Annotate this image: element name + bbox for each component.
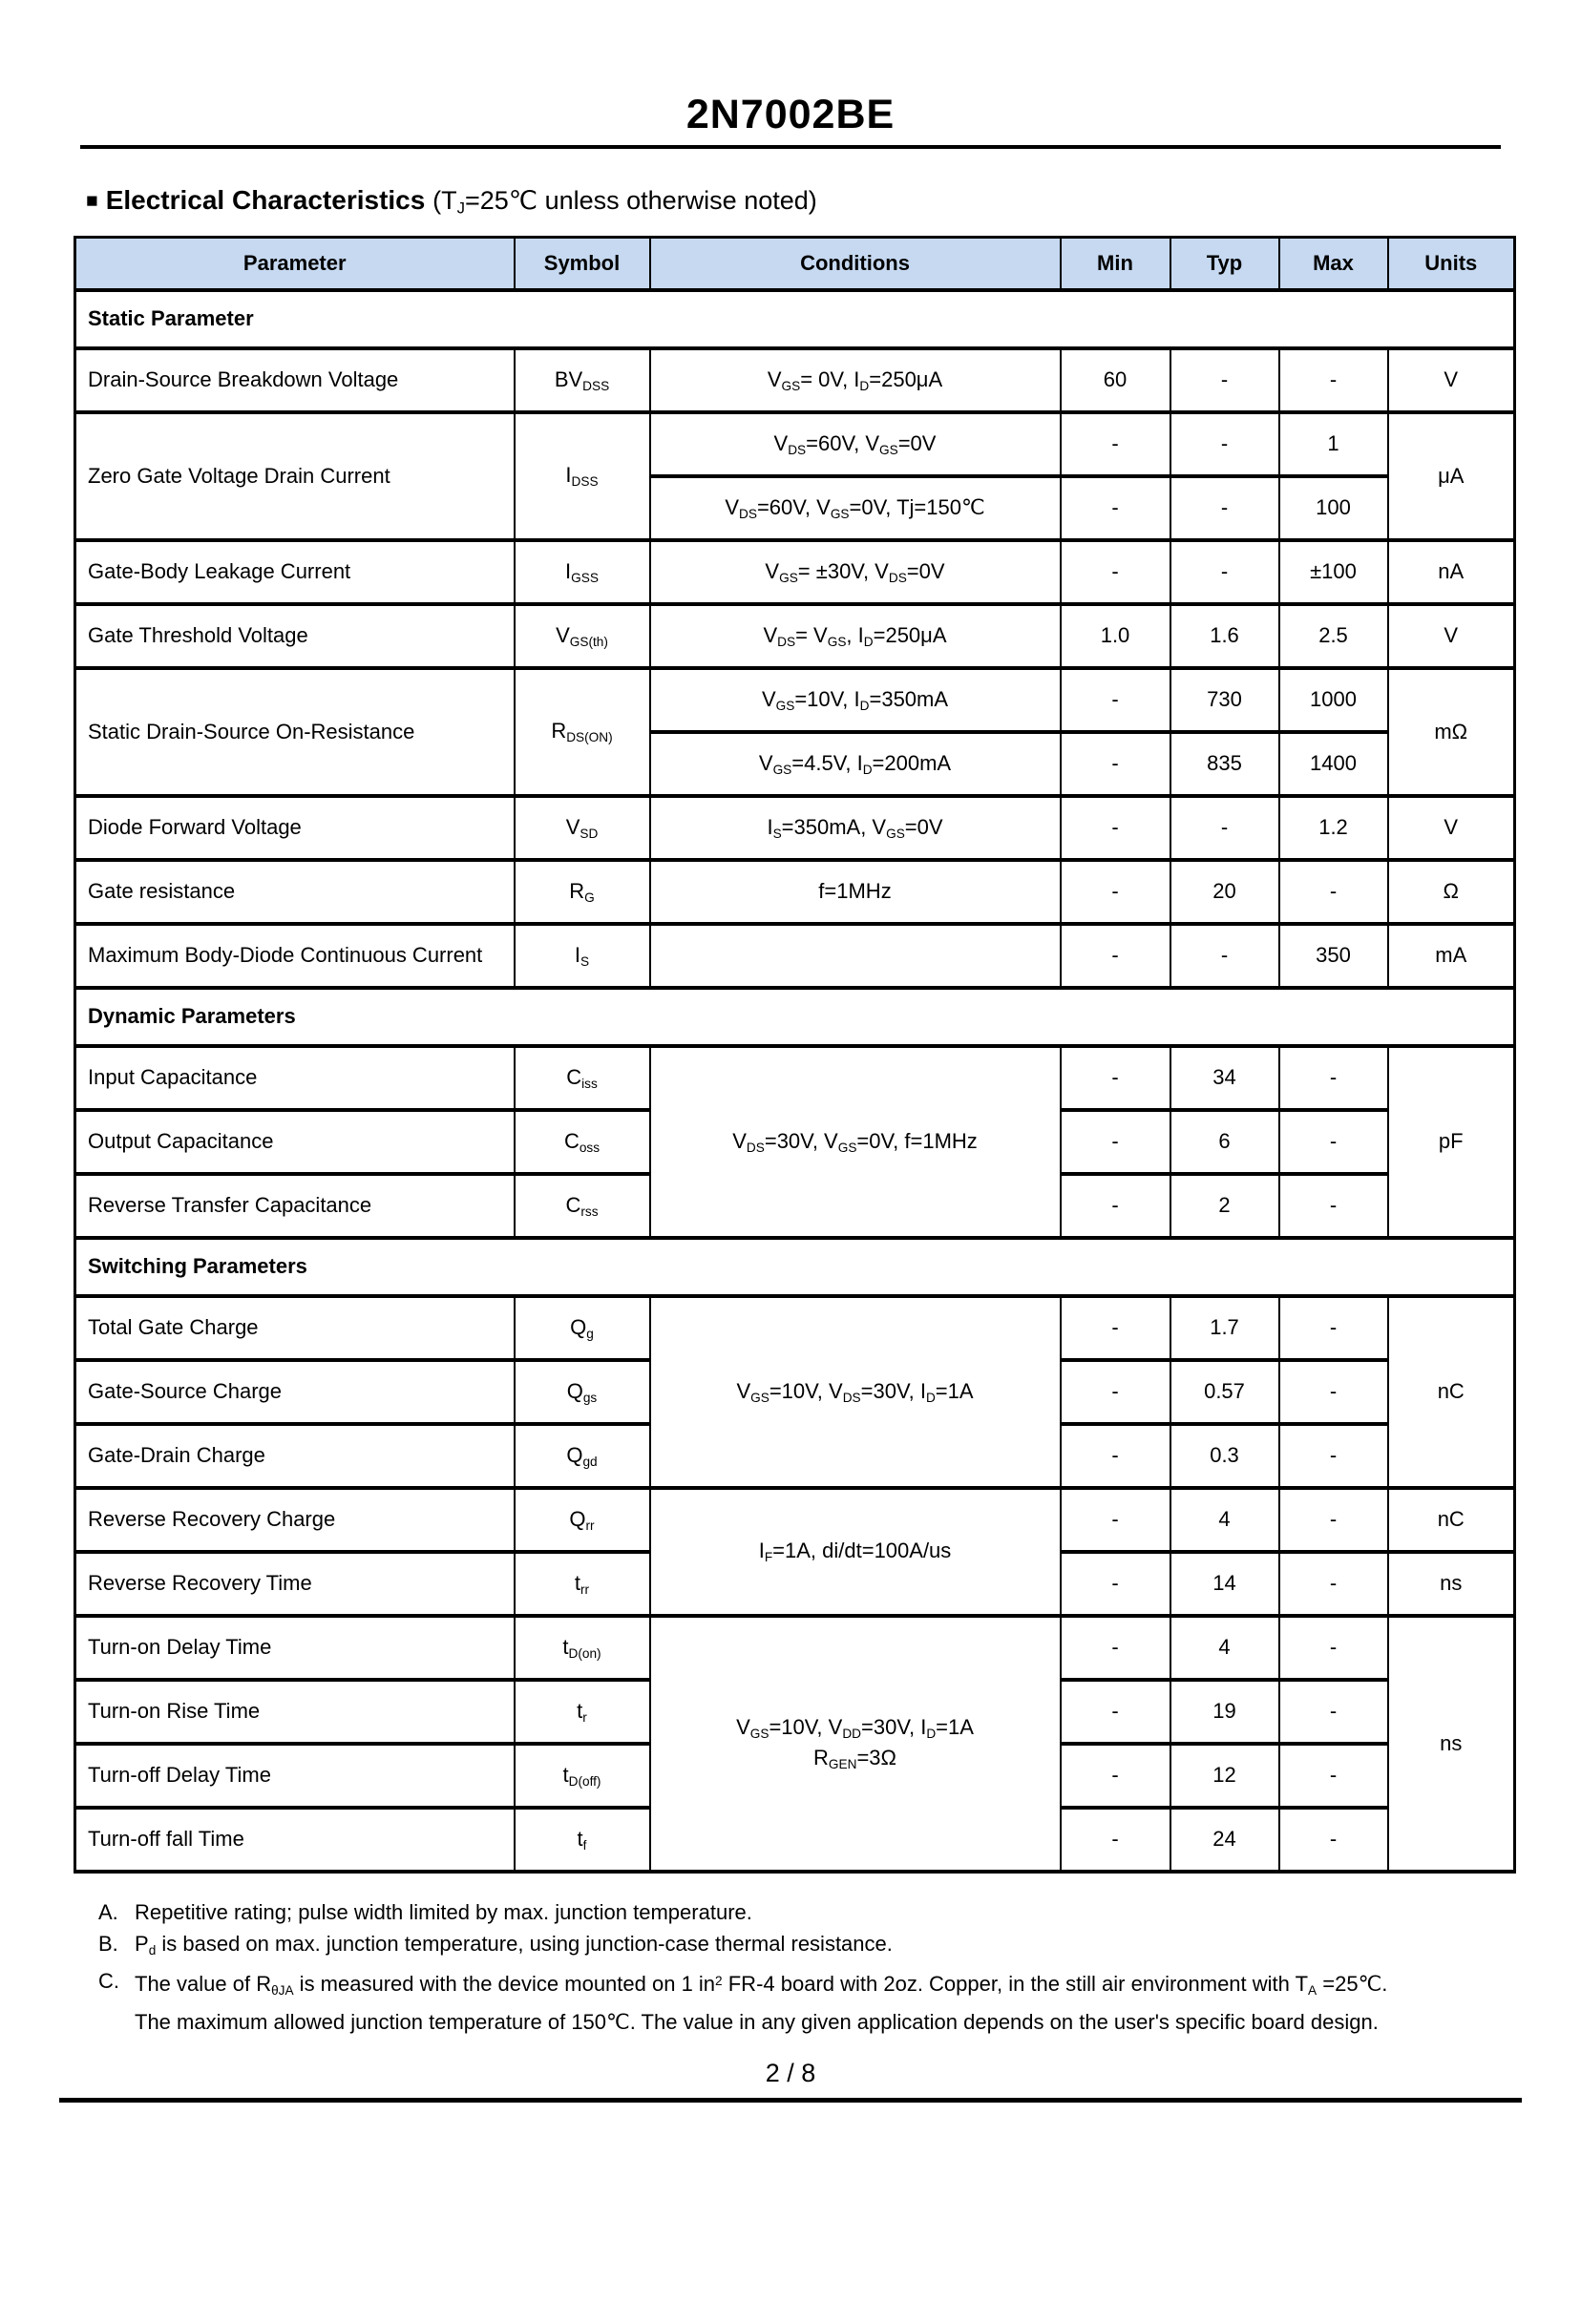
section-label: Dynamic Parameters <box>75 988 1515 1046</box>
parameter-cell: Drain-Source Breakdown Voltage <box>75 348 515 412</box>
symbol-cell: $t_f$ <box>515 1808 650 1872</box>
parameter-cell: Turn-on Delay Time <box>75 1616 515 1680</box>
units-cell: ns <box>1388 1552 1515 1616</box>
page-title: 2N7002BE <box>685 92 896 137</box>
max-cell: - <box>1279 860 1388 924</box>
section-label: Switching Parameters <box>75 1238 1515 1296</box>
symbol-cell: $C_{oss}$ <box>515 1110 650 1174</box>
min-cell: - <box>1061 1046 1170 1110</box>
symbol-cell: $t_r$ <box>515 1680 650 1744</box>
min-cell: - <box>1061 1744 1170 1808</box>
min-cell: - <box>1061 1296 1170 1360</box>
typ-cell: 730 <box>1170 668 1279 732</box>
typ-cell: - <box>1170 540 1279 604</box>
symbol-cell: $Q_{gs}$ <box>515 1360 650 1424</box>
symbol-cell: $BV_{DSS}$ <box>515 348 650 412</box>
column-header-max: Max <box>1279 237 1388 290</box>
table-row <box>75 348 1515 412</box>
typ-cell: 20 <box>1170 860 1279 924</box>
typ-cell: 14 <box>1170 1552 1279 1616</box>
conditions-cell: $V_{DS}=60V$, $V_{GS}=0V$ <box>650 412 1061 476</box>
conditions-cell: $V_{GS}=10V$, $V_{DS}=30V$, $I_D=1A$ <box>650 1296 1061 1488</box>
conditions-cell <box>650 924 1061 988</box>
section-heading-condition: ($T_J=25℃$ unless otherwise noted) <box>432 186 817 218</box>
symbol-cell: $I_S$ <box>515 924 650 988</box>
max-cell: ±100 <box>1279 540 1388 604</box>
symbol-cell: $R_{DS(ON)}$ <box>515 668 650 796</box>
datasheet-page <box>0 92 1581 2324</box>
typ-cell: 0.57 <box>1170 1360 1279 1424</box>
column-header-min: Min <box>1061 237 1170 290</box>
symbol-cell: $I_{GSS}$ <box>515 540 650 604</box>
table-row <box>75 604 1515 668</box>
symbol-cell: $V_{SD}$ <box>515 796 650 860</box>
conditions-cell: $V_{GS}= 0V$, $I_D=250\mu A$ <box>650 348 1061 412</box>
table-row <box>75 540 1515 604</box>
max-cell: 1.2 <box>1279 796 1388 860</box>
table-row <box>75 412 1515 476</box>
parameter-cell: Input Capacitance <box>75 1046 515 1110</box>
parameter-cell: Reverse Recovery Time <box>75 1552 515 1616</box>
parameter-cell: Gate-Drain Charge <box>75 1424 515 1488</box>
symbol-cell: $V_{GS(th)}$ <box>515 604 650 668</box>
max-cell: - <box>1279 1174 1388 1238</box>
parameter-cell: Output Capacitance <box>75 1110 515 1174</box>
min-cell: - <box>1061 540 1170 604</box>
parameter-cell: Turn-off fall Time <box>75 1808 515 1872</box>
conditions-cell: $V_{GS}=4.5V$, $I_D=200mA$ <box>650 732 1061 796</box>
title-divider <box>80 145 1501 149</box>
parameter-cell: Static Drain-Source On-Resistance <box>75 668 515 796</box>
symbol-cell: $t_{D(off)}$ <box>515 1744 650 1808</box>
section-header-row <box>75 290 1515 348</box>
symbol-cell: $C_{iss}$ <box>515 1046 650 1110</box>
symbol-cell: $t_{D(on)}$ <box>515 1616 650 1680</box>
min-cell: 60 <box>1061 348 1170 412</box>
column-header-conditions: Conditions <box>650 237 1061 290</box>
symbol-cell: $Q_{rr}$ <box>515 1488 650 1552</box>
typ-cell: 4 <box>1170 1488 1279 1552</box>
max-cell: - <box>1279 1488 1388 1552</box>
units-cell: nC <box>1388 1488 1515 1552</box>
typ-cell: 0.3 <box>1170 1424 1279 1488</box>
max-cell: 100 <box>1279 476 1388 540</box>
section-header-row <box>75 1238 1515 1296</box>
table-row <box>75 796 1515 860</box>
typ-cell: 835 <box>1170 732 1279 796</box>
max-cell: 1000 <box>1279 668 1388 732</box>
units-cell: μA <box>1388 412 1515 540</box>
conditions-cell: f=1MHz <box>650 860 1061 924</box>
conditions-cell: $V_{DS}=60V$, $V_{GS}=0V$, Tj=150℃ <box>650 476 1061 540</box>
note-item <box>98 1928 1581 1966</box>
table-row <box>75 860 1515 924</box>
typ-cell: - <box>1170 796 1279 860</box>
parameter-cell: Diode Forward Voltage <box>75 796 515 860</box>
symbol-cell: $I_{DSS}$ <box>515 412 650 540</box>
max-cell: - <box>1279 348 1388 412</box>
min-cell: - <box>1061 1174 1170 1238</box>
max-cell: - <box>1279 1552 1388 1616</box>
parameter-cell: Reverse Recovery Charge <box>75 1488 515 1552</box>
parameter-cell: Reverse Transfer Capacitance <box>75 1174 515 1238</box>
page-number: 2 / 8 <box>765 2059 816 2088</box>
max-cell: - <box>1279 1680 1388 1744</box>
parameter-cell: Gate-Body Leakage Current <box>75 540 515 604</box>
min-cell: - <box>1061 412 1170 476</box>
table-header-row <box>75 237 1515 290</box>
note-label: B. <box>98 1931 118 1956</box>
typ-cell: 1.6 <box>1170 604 1279 668</box>
table-row <box>75 924 1515 988</box>
parameter-cell: Total Gate Charge <box>75 1296 515 1360</box>
conditions-cell: $V_{GS}= \pm 30V$, $V_{DS}=0V$ <box>650 540 1061 604</box>
max-cell: - <box>1279 1296 1388 1360</box>
conditions-cell: $I_F=1A$, di/dt=100A/us <box>650 1488 1061 1616</box>
max-cell: 350 <box>1279 924 1388 988</box>
units-cell: Ω <box>1388 860 1515 924</box>
table-row <box>75 668 1515 732</box>
note-item <box>98 1965 1581 2038</box>
typ-cell: - <box>1170 348 1279 412</box>
min-cell: - <box>1061 1616 1170 1680</box>
typ-cell: 24 <box>1170 1808 1279 1872</box>
min-cell: - <box>1061 924 1170 988</box>
min-cell: - <box>1061 1424 1170 1488</box>
units-cell: V <box>1388 348 1515 412</box>
table-row <box>75 1488 1515 1552</box>
typ-cell: 2 <box>1170 1174 1279 1238</box>
square-bullet-icon: ■ <box>86 190 98 212</box>
units-cell: ns <box>1388 1616 1515 1872</box>
max-cell: 1 <box>1279 412 1388 476</box>
symbol-cell: $Q_{gd}$ <box>515 1424 650 1488</box>
typ-cell: 6 <box>1170 1110 1279 1174</box>
parameter-cell: Gate-Source Charge <box>75 1360 515 1424</box>
parameter-cell: Maximum Body-Diode Continuous Current <box>75 924 515 988</box>
conditions-cell: $V_{DS}= V_{GS}$, $I_D=250\mu A$ <box>650 604 1061 668</box>
note-text: Repetitive rating; pulse width limited by max. junction temperature. <box>135 1899 752 1924</box>
section-heading <box>86 185 1581 219</box>
parameter-cell: Gate Threshold Voltage <box>75 604 515 668</box>
units-cell: V <box>1388 796 1515 860</box>
footnotes <box>98 1896 1581 2039</box>
symbol-cell: $C_{rss}$ <box>515 1174 650 1238</box>
table-row <box>75 1616 1515 1680</box>
note-label: A. <box>98 1899 118 1924</box>
units-cell: nC <box>1388 1296 1515 1488</box>
note-label: C. <box>98 1969 119 1994</box>
electrical-characteristics-table <box>74 236 1516 1874</box>
min-cell: 1.0 <box>1061 604 1170 668</box>
typ-cell: - <box>1170 924 1279 988</box>
parameter-cell: Gate resistance <box>75 860 515 924</box>
section-heading-bold: Electrical Characteristics <box>105 185 426 215</box>
min-cell: - <box>1061 1808 1170 1872</box>
note-item <box>98 1896 1581 1928</box>
table-row <box>75 1046 1515 1110</box>
typ-cell: 19 <box>1170 1680 1279 1744</box>
max-cell: - <box>1279 1110 1388 1174</box>
units-cell: V <box>1388 604 1515 668</box>
note-text: $P_d$ is based on max. junction temperature, using junction-case thermal resistance. <box>135 1931 893 1958</box>
column-header-typ: Typ <box>1170 237 1279 290</box>
max-cell: - <box>1279 1360 1388 1424</box>
note-text: The value of $R_{\theta JA}$ is measured with the device mounted on 1 $in^2$ FR-4 board with 2oz. Copper, in the still air environment with $T_A$ =25℃. The maximum allowed junction temperature of 150℃. The value in any given application depends on the user's specific board design. <box>135 1972 1388 2035</box>
typ-cell: - <box>1170 412 1279 476</box>
min-cell: - <box>1061 1552 1170 1616</box>
max-cell: 1400 <box>1279 732 1388 796</box>
typ-cell: 34 <box>1170 1046 1279 1110</box>
column-header-symbol: Symbol <box>515 237 650 290</box>
typ-cell: 4 <box>1170 1616 1279 1680</box>
typ-cell: - <box>1170 476 1279 540</box>
units-cell: mA <box>1388 924 1515 988</box>
min-cell: - <box>1061 1360 1170 1424</box>
min-cell: - <box>1061 1680 1170 1744</box>
units-cell: nA <box>1388 540 1515 604</box>
conditions-cell: $V_{GS}=10V$, $I_D=350mA$ <box>650 668 1061 732</box>
column-header-units: Units <box>1388 237 1515 290</box>
footer-divider <box>59 2098 1522 2103</box>
min-cell: - <box>1061 732 1170 796</box>
symbol-cell: $R_G$ <box>515 860 650 924</box>
table-row <box>75 1296 1515 1360</box>
parameter-cell: Turn-on Rise Time <box>75 1680 515 1744</box>
max-cell: - <box>1279 1424 1388 1488</box>
min-cell: - <box>1061 796 1170 860</box>
max-cell: - <box>1279 1744 1388 1808</box>
column-header-parameter: Parameter <box>75 237 515 290</box>
max-cell: 2.5 <box>1279 604 1388 668</box>
typ-cell: 1.7 <box>1170 1296 1279 1360</box>
parameter-cell: Turn-off Delay Time <box>75 1744 515 1808</box>
min-cell: - <box>1061 1110 1170 1174</box>
units-cell: pF <box>1388 1046 1515 1238</box>
parameter-cell: Zero Gate Voltage Drain Current <box>75 412 515 540</box>
section-label: Static Parameter <box>75 290 1515 348</box>
min-cell: - <box>1061 1488 1170 1552</box>
min-cell: - <box>1061 860 1170 924</box>
max-cell: - <box>1279 1046 1388 1110</box>
symbol-cell: $Q_g$ <box>515 1296 650 1360</box>
symbol-cell: $t_{rr}$ <box>515 1552 650 1616</box>
typ-cell: 12 <box>1170 1744 1279 1808</box>
min-cell: - <box>1061 476 1170 540</box>
conditions-cell: $V_{GS}=10V$, $V_{DD}=30V$, $I_D=1A$ $R_{GEN}=3\Omega$ <box>650 1616 1061 1872</box>
conditions-cell: $I_S=350mA$, $V_{GS}=0V$ <box>650 796 1061 860</box>
section-header-row <box>75 988 1515 1046</box>
units-cell: mΩ <box>1388 668 1515 796</box>
min-cell: - <box>1061 668 1170 732</box>
max-cell: - <box>1279 1616 1388 1680</box>
max-cell: - <box>1279 1808 1388 1872</box>
conditions-cell: $V_{DS}=30V$, $V_{GS}=0V$, f=1MHz <box>650 1046 1061 1238</box>
